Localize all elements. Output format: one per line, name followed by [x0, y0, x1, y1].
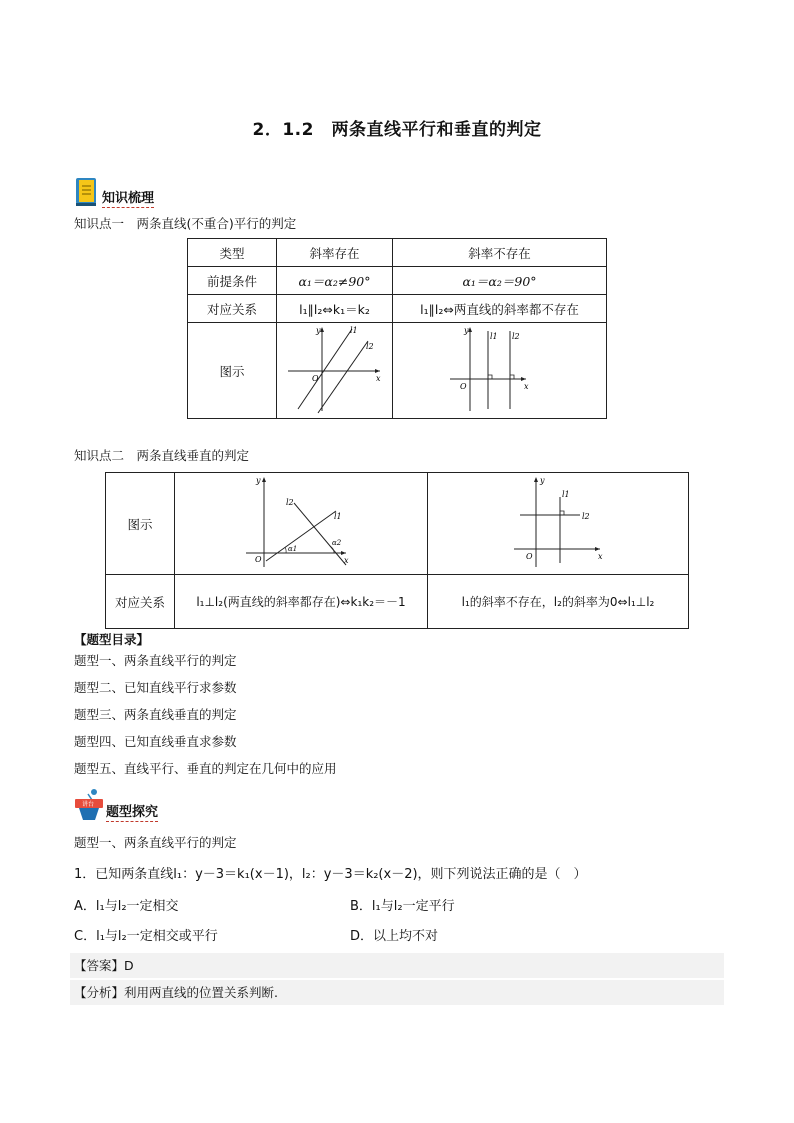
- line-l1-label: l1: [562, 490, 570, 499]
- relation-perp-vertical: l₁的斜率不存在，l₂的斜率为0⇔l₁⊥l₂: [428, 575, 689, 629]
- origin-label: O: [526, 552, 533, 561]
- book-icon: [74, 176, 100, 208]
- row-label-figure: 图示: [188, 323, 277, 419]
- figure-parallel-vertical: [393, 323, 607, 419]
- row-label-figure: 图示: [106, 473, 175, 575]
- y-axis-label: y: [315, 326, 321, 335]
- precondition-exists: α₁＝α₂≠90°: [277, 267, 393, 295]
- origin-label: O: [459, 382, 467, 391]
- angle-alpha2-label: α2: [332, 539, 342, 547]
- row-label-relation: 对应关系: [106, 575, 175, 629]
- x-axis-label: x: [375, 374, 381, 383]
- origin-label: O: [311, 374, 319, 383]
- origin-label: O: [255, 555, 262, 564]
- page-title: 2．1.2 两条直线平行和垂直的判定: [252, 120, 542, 140]
- parallel-slopes-diagram: [280, 323, 390, 415]
- answer-text: 【答案】D: [74, 958, 134, 973]
- perp-slopes-diagram: [176, 473, 426, 571]
- row-label-relation: 对应关系: [188, 295, 277, 323]
- figure-perp-slopes: [175, 473, 428, 575]
- relation-not-exists: l₁∥l₂⇔两直线的斜率都不存在: [393, 295, 607, 323]
- relation-perp-slopes: l₁⊥l₂(两直线的斜率都存在)⇔k₁k₂＝－1: [175, 575, 428, 629]
- line-l1-label: l1: [334, 512, 342, 521]
- section-label: 知识梳理: [102, 187, 154, 208]
- y-axis-label: y: [463, 326, 469, 335]
- podium-icon: [74, 788, 104, 822]
- line-l1-label: l1: [349, 326, 358, 335]
- catalog-item: 题型四、已知直线垂直求参数: [74, 734, 237, 749]
- analysis-line: [70, 980, 724, 1005]
- y-axis-label: y: [256, 476, 261, 485]
- header-type: 类型: [188, 239, 277, 267]
- figure-perp-vertical: [428, 473, 689, 575]
- x-axis-label: x: [598, 552, 603, 561]
- answer-line: [70, 953, 724, 978]
- option-d: D．以上均不对: [350, 929, 439, 944]
- header-slope-exists: 斜率存在: [277, 239, 393, 267]
- catalog-item: 题型一、两条直线平行的判定: [74, 653, 237, 668]
- option-a: A．l₁与l₂一定相交: [74, 899, 179, 914]
- catalog-heading: 【题型目录】: [74, 632, 150, 647]
- kp1-heading: 知识点一 两条直线(不重合)平行的判定: [74, 216, 297, 231]
- row-label-precondition: 前提条件: [188, 267, 277, 295]
- parallel-table: [187, 238, 607, 419]
- catalog-item: 题型五、直线平行、垂直的判定在几何中的应用: [74, 761, 337, 776]
- section-header-knowledge: [74, 176, 154, 208]
- x-axis-label: x: [523, 382, 529, 391]
- y-axis-label: y: [540, 476, 545, 485]
- line-l2-label: l2: [286, 498, 294, 507]
- podium-badge-text: 讲台: [82, 801, 95, 808]
- analysis-text: 【分析】利用两直线的位置关系判断.: [74, 985, 278, 1000]
- relation-exists: l₁∥l₂⇔k₁＝k₂: [277, 295, 393, 323]
- section-header-explore: [74, 788, 158, 822]
- catalog-item: 题型三、两条直线垂直的判定: [74, 707, 237, 722]
- line-l1-label: l1: [489, 332, 498, 341]
- header-slope-not-exists: 斜率不存在: [393, 239, 607, 267]
- line-l2-label: l2: [582, 512, 590, 521]
- line-l2-label: l2: [511, 332, 520, 341]
- catalog-item: 题型二、已知直线平行求参数: [74, 680, 237, 695]
- kp2-heading: 知识点二 两条直线垂直的判定: [74, 448, 250, 463]
- precondition-not-exists: α₁＝α₂＝90°: [393, 267, 607, 295]
- figure-parallel-slopes: [277, 323, 393, 419]
- type-heading: 题型一、两条直线平行的判定: [74, 835, 237, 850]
- option-b: B．l₁与l₂一定平行: [350, 899, 455, 914]
- x-axis-label: x: [344, 556, 349, 565]
- parallel-vertical-diagram: [440, 323, 560, 415]
- option-c: C．l₁与l₂一定相交或平行: [74, 929, 218, 944]
- question-text: 1．已知两条直线l₁：y－3＝k₁(x－1)，l₂：y－3＝k₂(x－2)，则下列说法正确的是（ ）: [74, 867, 587, 882]
- section-label: 题型探究: [106, 801, 158, 822]
- perpendicular-table: [105, 472, 689, 629]
- line-l2-label: l2: [365, 342, 374, 351]
- perp-vertical-diagram: [430, 473, 686, 571]
- angle-alpha1-label: α1: [288, 545, 298, 553]
